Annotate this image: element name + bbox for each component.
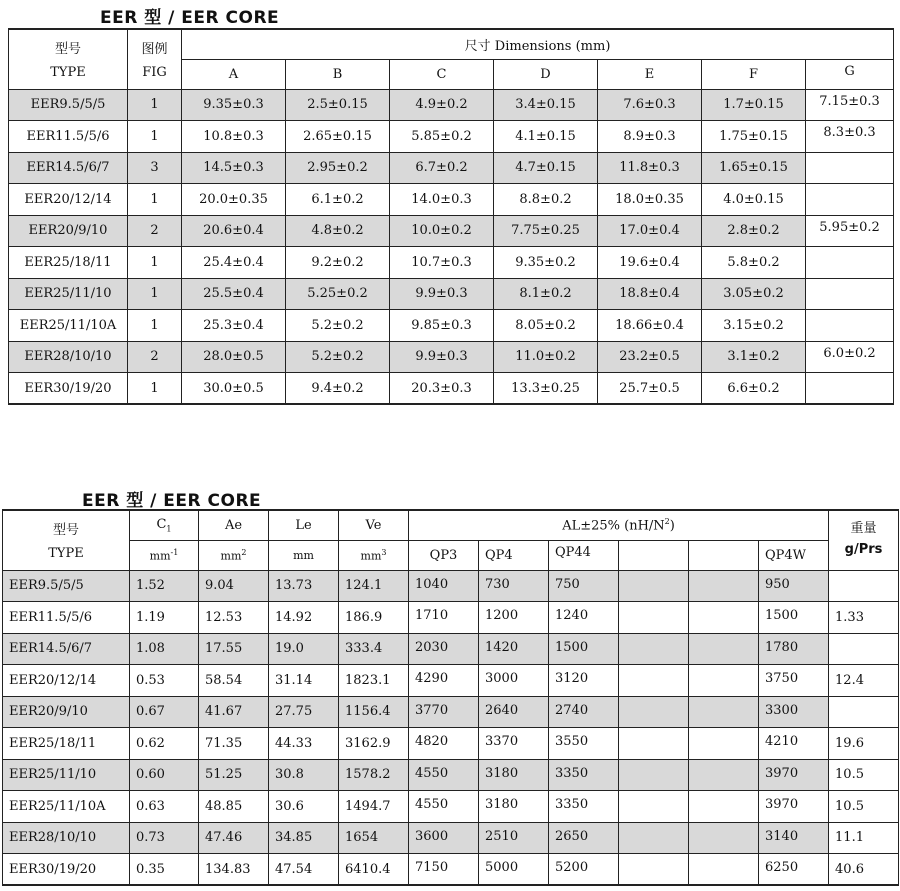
qp3-cell: 2030	[409, 633, 479, 665]
qp4w-header: QP4W	[759, 540, 829, 570]
qp4w-cell: 4210	[759, 728, 829, 760]
qp44-cell: 2650	[549, 822, 619, 854]
c1-unit-sup: -1	[170, 547, 179, 557]
qp44-cell: 2740	[549, 696, 619, 728]
type-cell: EER25/11/10	[9, 278, 128, 310]
type-cell: EER25/11/10A	[9, 310, 128, 342]
fig-cell: 1	[128, 184, 182, 216]
dim-c-cell: 20.3±0.3	[390, 373, 494, 405]
fig-cell: 1	[128, 121, 182, 153]
weight-cell: 19.6	[829, 728, 899, 760]
dim-d-cell: 13.3±0.25	[494, 373, 598, 405]
table1-title: EER 型 / EER CORE	[100, 8, 280, 28]
dim-e-cell: 8.9±0.3	[598, 121, 702, 153]
ve-cell: 6410.4	[339, 854, 409, 886]
qp3-cell: 4550	[409, 791, 479, 823]
dim-e-cell: 17.0±0.4	[598, 215, 702, 247]
empty-cell	[619, 665, 689, 697]
type-cell: EER20/12/14	[9, 184, 128, 216]
type-cell: EER9.5/5/5	[9, 89, 128, 121]
table-row	[9, 215, 894, 247]
c1-header-sub: 1	[166, 524, 172, 534]
le-cell: 34.85	[269, 822, 339, 854]
table2-title: EER 型 / EER CORE	[82, 491, 262, 511]
qp44-cell: 3350	[549, 791, 619, 823]
dim-c-cell: 5.85±0.2	[390, 121, 494, 153]
dim-b-cell: 9.2±0.2	[286, 247, 390, 279]
table-row	[9, 184, 894, 216]
type-cell: EER20/9/10	[9, 215, 128, 247]
qp4w-cell: 3970	[759, 791, 829, 823]
dim-g-cell	[806, 247, 894, 279]
type-cell: EER25/18/11	[3, 728, 130, 760]
le-cell: 27.75	[269, 696, 339, 728]
fig-cell: 2	[128, 215, 182, 247]
col-g-header: G	[806, 59, 894, 89]
qp3-cell: 4820	[409, 728, 479, 760]
type-cell: EER20/9/10	[3, 696, 130, 728]
le-header: Le	[269, 510, 339, 540]
al-header-close: )	[669, 518, 675, 534]
table-row	[3, 696, 899, 728]
ae-cell: 48.85	[199, 791, 269, 823]
type-cell: EER20/12/14	[3, 665, 130, 697]
ve-cell: 1578.2	[339, 759, 409, 791]
empty-cell	[619, 633, 689, 665]
table-row	[3, 633, 899, 665]
dim-a-cell: 28.0±0.5	[182, 341, 286, 373]
dim-e-cell: 18.0±0.35	[598, 184, 702, 216]
le-cell: 13.73	[269, 570, 339, 602]
qp4w-cell: 950	[759, 570, 829, 602]
dim-e-cell: 11.8±0.3	[598, 152, 702, 184]
fig-cell: 1	[128, 310, 182, 342]
ve-header: Ve	[339, 510, 409, 540]
qp4-cell: 1420	[479, 633, 549, 665]
table-row	[3, 665, 899, 697]
ve-cell: 1823.1	[339, 665, 409, 697]
empty-cell	[689, 665, 759, 697]
table-row	[9, 89, 894, 121]
empty-cell	[619, 696, 689, 728]
table-row	[3, 602, 899, 634]
empty-cell	[619, 822, 689, 854]
weight-cell: 1.33	[829, 602, 899, 634]
le-cell: 31.14	[269, 665, 339, 697]
type-cell: EER30/19/20	[9, 373, 128, 405]
fig-header-cn: 图例	[141, 42, 168, 58]
dim-f-cell: 5.8±0.2	[702, 247, 806, 279]
weight-header-unit: g/Prs	[844, 542, 883, 557]
qp4w-cell: 3750	[759, 665, 829, 697]
ve-cell: 333.4	[339, 633, 409, 665]
ae-unit	[199, 540, 269, 570]
dim-g-cell: 6.0±0.2	[806, 341, 894, 373]
dim-g-cell	[806, 184, 894, 216]
dim-f-cell: 2.8±0.2	[702, 215, 806, 247]
qp44-cell: 1240	[549, 602, 619, 634]
empty-header-2	[689, 540, 759, 570]
table-row	[9, 341, 894, 373]
dim-e-cell: 7.6±0.3	[598, 89, 702, 121]
empty-header-1	[619, 540, 689, 570]
qp4-cell: 5000	[479, 854, 549, 886]
le-cell: 19.0	[269, 633, 339, 665]
qp3-cell: 4550	[409, 759, 479, 791]
empty-cell	[619, 570, 689, 602]
fig-cell: 1	[128, 373, 182, 405]
dim-g-cell	[806, 310, 894, 342]
dim-a-cell: 9.35±0.3	[182, 89, 286, 121]
qp4w-cell: 3300	[759, 696, 829, 728]
ae-unit-sup: 2	[241, 547, 247, 557]
le-cell: 30.8	[269, 759, 339, 791]
t2-type-header	[3, 510, 130, 570]
al-header	[409, 510, 829, 540]
dim-d-cell: 8.1±0.2	[494, 278, 598, 310]
c1-cell: 0.63	[130, 791, 199, 823]
empty-cell	[689, 791, 759, 823]
dim-d-cell: 4.1±0.15	[494, 121, 598, 153]
qp4-cell: 3000	[479, 665, 549, 697]
ve-cell: 1156.4	[339, 696, 409, 728]
fig-cell: 3	[128, 152, 182, 184]
empty-cell	[619, 602, 689, 634]
dim-a-cell: 25.4±0.4	[182, 247, 286, 279]
qp44-header: QP44	[549, 540, 619, 570]
c1-cell: 1.08	[130, 633, 199, 665]
ve-unit-label: mm	[360, 549, 382, 563]
dim-f-cell: 6.6±0.2	[702, 373, 806, 405]
empty-cell	[619, 791, 689, 823]
dim-g-cell: 5.95±0.2	[806, 215, 894, 247]
type-header-cn: 型号	[54, 42, 81, 58]
weight-cell: 10.5	[829, 759, 899, 791]
qp4-cell: 3370	[479, 728, 549, 760]
dimensions-table	[8, 28, 894, 405]
le-cell: 30.6	[269, 791, 339, 823]
type-cell: EER14.5/6/7	[9, 152, 128, 184]
table-row	[9, 152, 894, 184]
dim-c-cell: 10.0±0.2	[390, 215, 494, 247]
t2-type-header-cn: 型号	[52, 523, 79, 539]
dim-f-cell: 1.7±0.15	[702, 89, 806, 121]
dim-c-cell: 9.85±0.3	[390, 310, 494, 342]
qp44-cell: 750	[549, 570, 619, 602]
table-row	[3, 822, 899, 854]
c1-cell: 1.19	[130, 602, 199, 634]
ve-cell: 3162.9	[339, 728, 409, 760]
type-cell: EER28/10/10	[9, 341, 128, 373]
le-cell: 14.92	[269, 602, 339, 634]
ae-cell: 12.53	[199, 602, 269, 634]
dim-b-cell: 9.4±0.2	[286, 373, 390, 405]
weight-cell	[829, 633, 899, 665]
dim-d-cell: 8.8±0.2	[494, 184, 598, 216]
qp3-cell: 4290	[409, 665, 479, 697]
dim-d-cell: 3.4±0.15	[494, 89, 598, 121]
col-f-header: F	[702, 59, 806, 89]
qp3-cell: 1040	[409, 570, 479, 602]
ae-cell: 47.46	[199, 822, 269, 854]
qp4w-cell: 1500	[759, 602, 829, 634]
al-header-sup: 2	[664, 517, 670, 527]
weight-cell: 10.5	[829, 791, 899, 823]
c1-unit	[130, 540, 199, 570]
table-row	[3, 759, 899, 791]
qp4w-cell: 3970	[759, 759, 829, 791]
ve-unit	[339, 540, 409, 570]
qp4-cell: 2640	[479, 696, 549, 728]
type-header	[9, 29, 128, 89]
dim-d-cell: 4.7±0.15	[494, 152, 598, 184]
dim-c-cell: 6.7±0.2	[390, 152, 494, 184]
dim-d-cell: 9.35±0.2	[494, 247, 598, 279]
qp4-cell: 3180	[479, 759, 549, 791]
table-row	[3, 791, 899, 823]
dim-g-cell	[806, 373, 894, 405]
ve-cell: 186.9	[339, 602, 409, 634]
fig-header-en: FIG	[142, 65, 167, 81]
c1-unit-label: mm	[149, 549, 171, 563]
col-b-header: B	[286, 59, 390, 89]
dim-g-cell: 7.15±0.3	[806, 89, 894, 121]
dim-e-cell: 18.8±0.4	[598, 278, 702, 310]
dim-f-cell: 3.05±0.2	[702, 278, 806, 310]
col-e-header: E	[598, 59, 702, 89]
dim-b-cell: 2.95±0.2	[286, 152, 390, 184]
dim-a-cell: 10.8±0.3	[182, 121, 286, 153]
empty-cell	[689, 759, 759, 791]
dim-e-cell: 19.6±0.4	[598, 247, 702, 279]
ae-cell: 17.55	[199, 633, 269, 665]
type-header-en: TYPE	[50, 65, 86, 81]
dim-a-cell: 25.3±0.4	[182, 310, 286, 342]
qp44-cell: 5200	[549, 854, 619, 886]
weight-header	[829, 510, 899, 570]
weight-cell: 12.4	[829, 665, 899, 697]
ae-cell: 134.83	[199, 854, 269, 886]
empty-cell	[619, 759, 689, 791]
qp4w-cell: 1780	[759, 633, 829, 665]
c1-cell: 0.73	[130, 822, 199, 854]
type-cell: EER11.5/5/6	[9, 121, 128, 153]
electrical-table	[2, 509, 899, 886]
al-header-label: AL±25% (nH/N	[562, 518, 665, 534]
table-row	[3, 854, 899, 886]
dim-b-cell: 5.25±0.2	[286, 278, 390, 310]
dim-a-cell: 14.5±0.3	[182, 152, 286, 184]
dim-c-cell: 9.9±0.3	[390, 341, 494, 373]
le-unit: mm	[269, 540, 339, 570]
qp44-cell: 1500	[549, 633, 619, 665]
empty-cell	[619, 728, 689, 760]
qp44-cell: 3120	[549, 665, 619, 697]
table-row	[9, 278, 894, 310]
le-cell: 44.33	[269, 728, 339, 760]
dimensions-header: 尺寸 Dimensions (mm)	[182, 29, 894, 59]
dim-b-cell: 5.2±0.2	[286, 341, 390, 373]
weight-cell	[829, 696, 899, 728]
qp3-cell: 3600	[409, 822, 479, 854]
qp4w-cell: 6250	[759, 854, 829, 886]
empty-cell	[689, 728, 759, 760]
c1-cell: 0.67	[130, 696, 199, 728]
dim-b-cell: 6.1±0.2	[286, 184, 390, 216]
c1-cell: 0.62	[130, 728, 199, 760]
empty-cell	[689, 602, 759, 634]
ve-cell: 124.1	[339, 570, 409, 602]
dim-c-cell: 10.7±0.3	[390, 247, 494, 279]
ve-cell: 1494.7	[339, 791, 409, 823]
dim-a-cell: 30.0±0.5	[182, 373, 286, 405]
qp44-cell: 3550	[549, 728, 619, 760]
dim-c-cell: 9.9±0.3	[390, 278, 494, 310]
dim-b-cell: 2.65±0.15	[286, 121, 390, 153]
dim-a-cell: 20.0±0.35	[182, 184, 286, 216]
dim-a-cell: 20.6±0.4	[182, 215, 286, 247]
c1-cell: 0.53	[130, 665, 199, 697]
qp3-cell: 3770	[409, 696, 479, 728]
qp4-cell: 1200	[479, 602, 549, 634]
type-cell: EER25/11/10A	[3, 791, 130, 823]
empty-cell	[689, 854, 759, 886]
ae-cell: 58.54	[199, 665, 269, 697]
table-row	[3, 728, 899, 760]
ve-cell: 1654	[339, 822, 409, 854]
dim-d-cell: 11.0±0.2	[494, 341, 598, 373]
empty-cell	[619, 854, 689, 886]
qp4-cell: 730	[479, 570, 549, 602]
ae-header: Ae	[199, 510, 269, 540]
ae-cell: 9.04	[199, 570, 269, 602]
table-row	[9, 247, 894, 279]
le-cell: 47.54	[269, 854, 339, 886]
fig-cell: 1	[128, 278, 182, 310]
dim-g-cell: 8.3±0.3	[806, 121, 894, 153]
dim-b-cell: 5.2±0.2	[286, 310, 390, 342]
c1-header	[130, 510, 199, 540]
weight-cell: 11.1	[829, 822, 899, 854]
dim-e-cell: 23.2±0.5	[598, 341, 702, 373]
table-row	[9, 373, 894, 405]
table-row	[9, 310, 894, 342]
col-a-header: A	[182, 59, 286, 89]
type-cell: EER30/19/20	[3, 854, 130, 886]
dim-c-cell: 4.9±0.2	[390, 89, 494, 121]
dim-b-cell: 2.5±0.15	[286, 89, 390, 121]
qp4-cell: 2510	[479, 822, 549, 854]
c1-cell: 0.35	[130, 854, 199, 886]
dim-f-cell: 3.1±0.2	[702, 341, 806, 373]
dim-g-cell	[806, 152, 894, 184]
weight-cell	[829, 570, 899, 602]
qp3-cell: 7150	[409, 854, 479, 886]
empty-cell	[689, 696, 759, 728]
c1-cell: 0.60	[130, 759, 199, 791]
table-row	[9, 121, 894, 153]
type-cell: EER9.5/5/5	[3, 570, 130, 602]
qp4w-cell: 3140	[759, 822, 829, 854]
fig-cell: 1	[128, 89, 182, 121]
dim-f-cell: 3.15±0.2	[702, 310, 806, 342]
t2-type-header-en: TYPE	[48, 546, 84, 562]
ve-unit-sup: 3	[381, 547, 387, 557]
type-cell: EER28/10/10	[3, 822, 130, 854]
weight-header-cn: 重量	[850, 521, 877, 536]
fig-header	[128, 29, 182, 89]
type-cell: EER11.5/5/6	[3, 602, 130, 634]
weight-cell: 40.6	[829, 854, 899, 886]
empty-cell	[689, 822, 759, 854]
dim-e-cell: 25.7±0.5	[598, 373, 702, 405]
qp44-cell: 3350	[549, 759, 619, 791]
qp4-header: QP4	[479, 540, 549, 570]
dim-a-cell: 25.5±0.4	[182, 278, 286, 310]
type-cell: EER25/11/10	[3, 759, 130, 791]
qp4-cell: 3180	[479, 791, 549, 823]
dim-e-cell: 18.66±0.4	[598, 310, 702, 342]
dim-f-cell: 1.75±0.15	[702, 121, 806, 153]
dim-f-cell: 4.0±0.15	[702, 184, 806, 216]
ae-cell: 71.35	[199, 728, 269, 760]
dim-g-cell	[806, 278, 894, 310]
ae-cell: 51.25	[199, 759, 269, 791]
ae-unit-label: mm	[220, 549, 242, 563]
dim-c-cell: 14.0±0.3	[390, 184, 494, 216]
qp3-cell: 1710	[409, 602, 479, 634]
col-d-header: D	[494, 59, 598, 89]
empty-cell	[689, 633, 759, 665]
table-row	[3, 570, 899, 602]
type-cell: EER25/18/11	[9, 247, 128, 279]
empty-cell	[689, 570, 759, 602]
c1-cell: 1.52	[130, 570, 199, 602]
dim-f-cell: 1.65±0.15	[702, 152, 806, 184]
qp3-header: QP3	[409, 540, 479, 570]
dim-d-cell: 7.75±0.25	[494, 215, 598, 247]
c1-header-label: C	[156, 516, 167, 532]
ae-cell: 41.67	[199, 696, 269, 728]
fig-cell: 2	[128, 341, 182, 373]
dim-b-cell: 4.8±0.2	[286, 215, 390, 247]
fig-cell: 1	[128, 247, 182, 279]
type-cell: EER14.5/6/7	[3, 633, 130, 665]
col-c-header: C	[390, 59, 494, 89]
dim-d-cell: 8.05±0.2	[494, 310, 598, 342]
